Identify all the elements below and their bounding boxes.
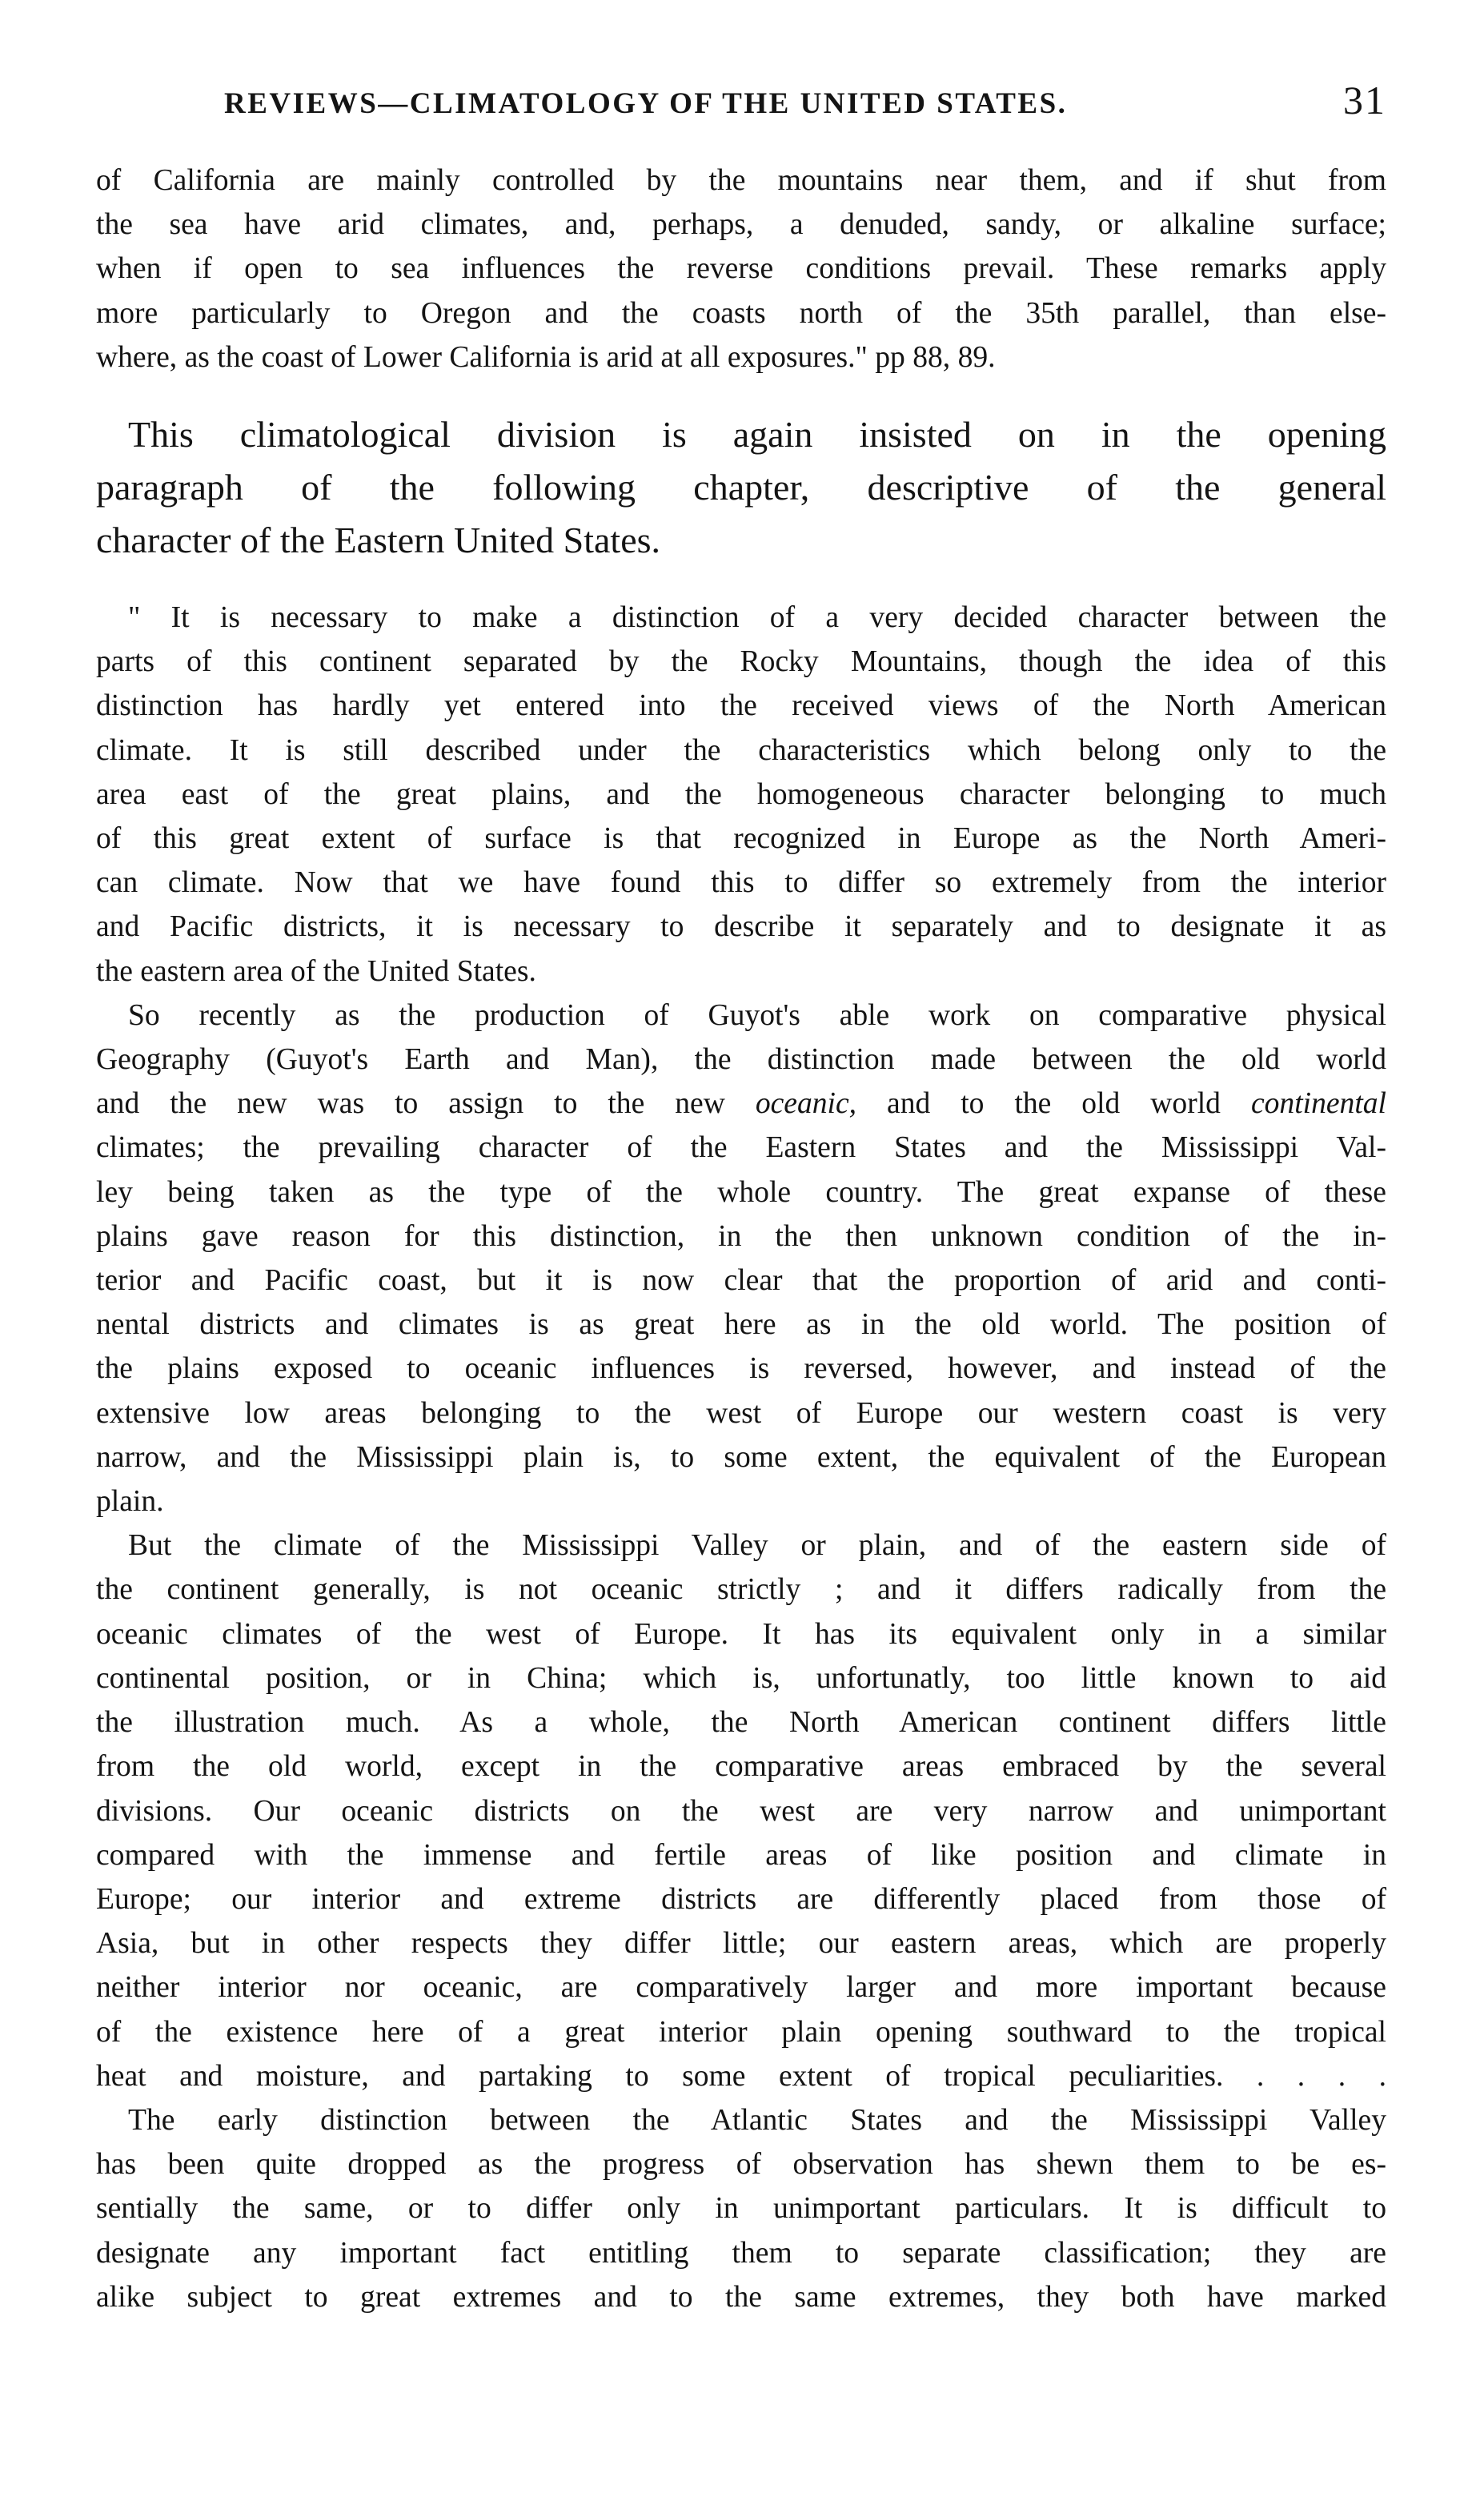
text-line: of California are mainly controlled by the mountains near them, and if shut from (96, 164, 1386, 197)
text-line: nental districts and climates is as great here as in the old world. The position of (96, 1308, 1386, 1342)
text-line: and Pacific districts, it is necessary to describe it separately and to designate it as (96, 910, 1386, 944)
text-line: where, as the coast of Lower California is arid at all exposures." pp 88, 89. (96, 340, 996, 374)
text-line: climates; the prevailing character of the Eastern States and the Mississippi Val- (96, 1131, 1386, 1165)
text-line: the sea have arid climates, and, perhaps, a denuded, sandy, or alkaline surface; (96, 208, 1386, 242)
quote-paragraph-3 (96, 1523, 1386, 2098)
text-line: of the existence here of a great interior plain opening southward to the tropical (96, 2015, 1386, 2049)
text-line: " It is necessary to make a distinction of a very decided character between the (128, 601, 1386, 635)
text-line: character of the Eastern United States. (96, 520, 661, 561)
text-line: more particularly to Oregon and the coasts north of the 35th parallel, than else- (96, 296, 1386, 330)
text-line: parts of this continent separated by the Rocky Mountains, though the idea of this (96, 645, 1386, 679)
text-line: plains gave reason for this distinction, in the then unknown condition of the in- (96, 1219, 1386, 1253)
text-line: designate any important fact entitling them to separate classification; they are (96, 2236, 1386, 2270)
text-line: alike subject to great extremes and to the same extremes, they both have marked (96, 2280, 1386, 2314)
text-line: sentially the same, or to differ only in unimportant particulars. It is difficult to (96, 2192, 1386, 2226)
text-line: compared with the immense and fertile areas of like position and climate in (96, 1838, 1386, 1872)
text-line: Geography (Guyot's Earth and Man), the distinction made between the old world (96, 1043, 1386, 1077)
text-line: divisions. Our oceanic districts on the west are very narrow and unimportant (96, 1794, 1386, 1828)
text-line: oceanic climates of the west of Europe. It has its equivalent only in a similar (96, 1617, 1386, 1651)
quote-paragraph-2 (96, 994, 1386, 1523)
text-line: neither interior nor oceanic, are comparatively larger and more important because (96, 1971, 1386, 2005)
text-line: ley being taken as the type of the whole country. The great expanse of these (96, 1175, 1386, 1209)
text-line: has been quite dropped as the progress of observation has shewn them to be es- (96, 2148, 1386, 2182)
italic-term-continental: continental (1250, 1087, 1387, 1121)
text-fragment: and the new was to assign to the new (96, 1087, 756, 1121)
text-line: plain. (96, 1485, 164, 1519)
text-line: from the old world, except in the comparative areas embraced by the several (96, 1750, 1386, 1784)
text-line: paragraph of the following chapter, descriptive of the general (96, 467, 1386, 508)
text-line: when if open to sea influences the reverse conditions prevail. These remarks apply (96, 252, 1386, 286)
text-line: extensive low areas belonging to the west of Europe our western coast is very (96, 1396, 1386, 1430)
text-line: But the climate of the Mississippi Valley or plain, and of the eastern side of (128, 1529, 1386, 1563)
text-line: the illustration much. As a whole, the North American continent differs little (96, 1706, 1386, 1740)
text-line: climate. It is still described under the characteristics which belong only to the (96, 733, 1386, 767)
running-head (96, 77, 1386, 131)
running-title: REVIEWS—CLIMATOLOGY OF THE UNITED STATES. (224, 87, 1068, 120)
text-line: the eastern area of the United States. (96, 954, 536, 988)
text-fragment: and to the old world (856, 1087, 1251, 1121)
quote-paragraph-1 (96, 596, 1386, 994)
text-line: Europe; our interior and extreme districts are differently placed from those of (96, 1882, 1386, 1916)
page-number: 31 (1343, 78, 1386, 122)
text-line: terior and Pacific coast, but it is now clear that the proportion of arid and conti- (96, 1264, 1386, 1298)
text-line (96, 1082, 1386, 1126)
text-line: The early distinction between the Atlantic States and the Mississippi Valley (128, 2103, 1386, 2137)
text-line: the plains exposed to oceanic influences is reversed, however, and instead of the (96, 1352, 1386, 1386)
quote-paragraph-4 (96, 2098, 1386, 2319)
quoted-chapter (96, 596, 1386, 2319)
text-line: the continent generally, is not oceanic strictly ; and it differs radically from the (96, 1573, 1386, 1607)
text-line: can climate. Now that we have found this to differ so extremely from the interior (96, 866, 1386, 900)
text-line: heat and moisture, and partaking to some extent of tropical peculiarities. . . . . (96, 2059, 1386, 2093)
text-line: of this great extent of surface is that recognized in Europe as the North Ameri- (96, 822, 1386, 856)
quote-continuation (96, 159, 1386, 379)
text-line: Asia, but in other respects they differ little; our eastern areas, which are properly (96, 1927, 1386, 1961)
text-line: This climatological division is again insisted on in the opening (128, 414, 1386, 456)
document-page (96, 77, 1386, 2319)
text-line: distinction has hardly yet entered into the received views of the North American (96, 689, 1386, 723)
text-line: So recently as the production of Guyot's able work on comparative physical (128, 998, 1386, 1032)
text-line: narrow, and the Mississippi plain is, to some extent, the equivalent of the European (96, 1440, 1386, 1474)
commentary-paragraph (96, 408, 1386, 567)
text-line: area east of the great plains, and the homogeneous character belonging to much (96, 777, 1386, 811)
italic-term-oceanic: oceanic, (755, 1087, 857, 1121)
text-line: continental position, or in China; which is, unfortunatly, too little known to aid (96, 1661, 1386, 1695)
